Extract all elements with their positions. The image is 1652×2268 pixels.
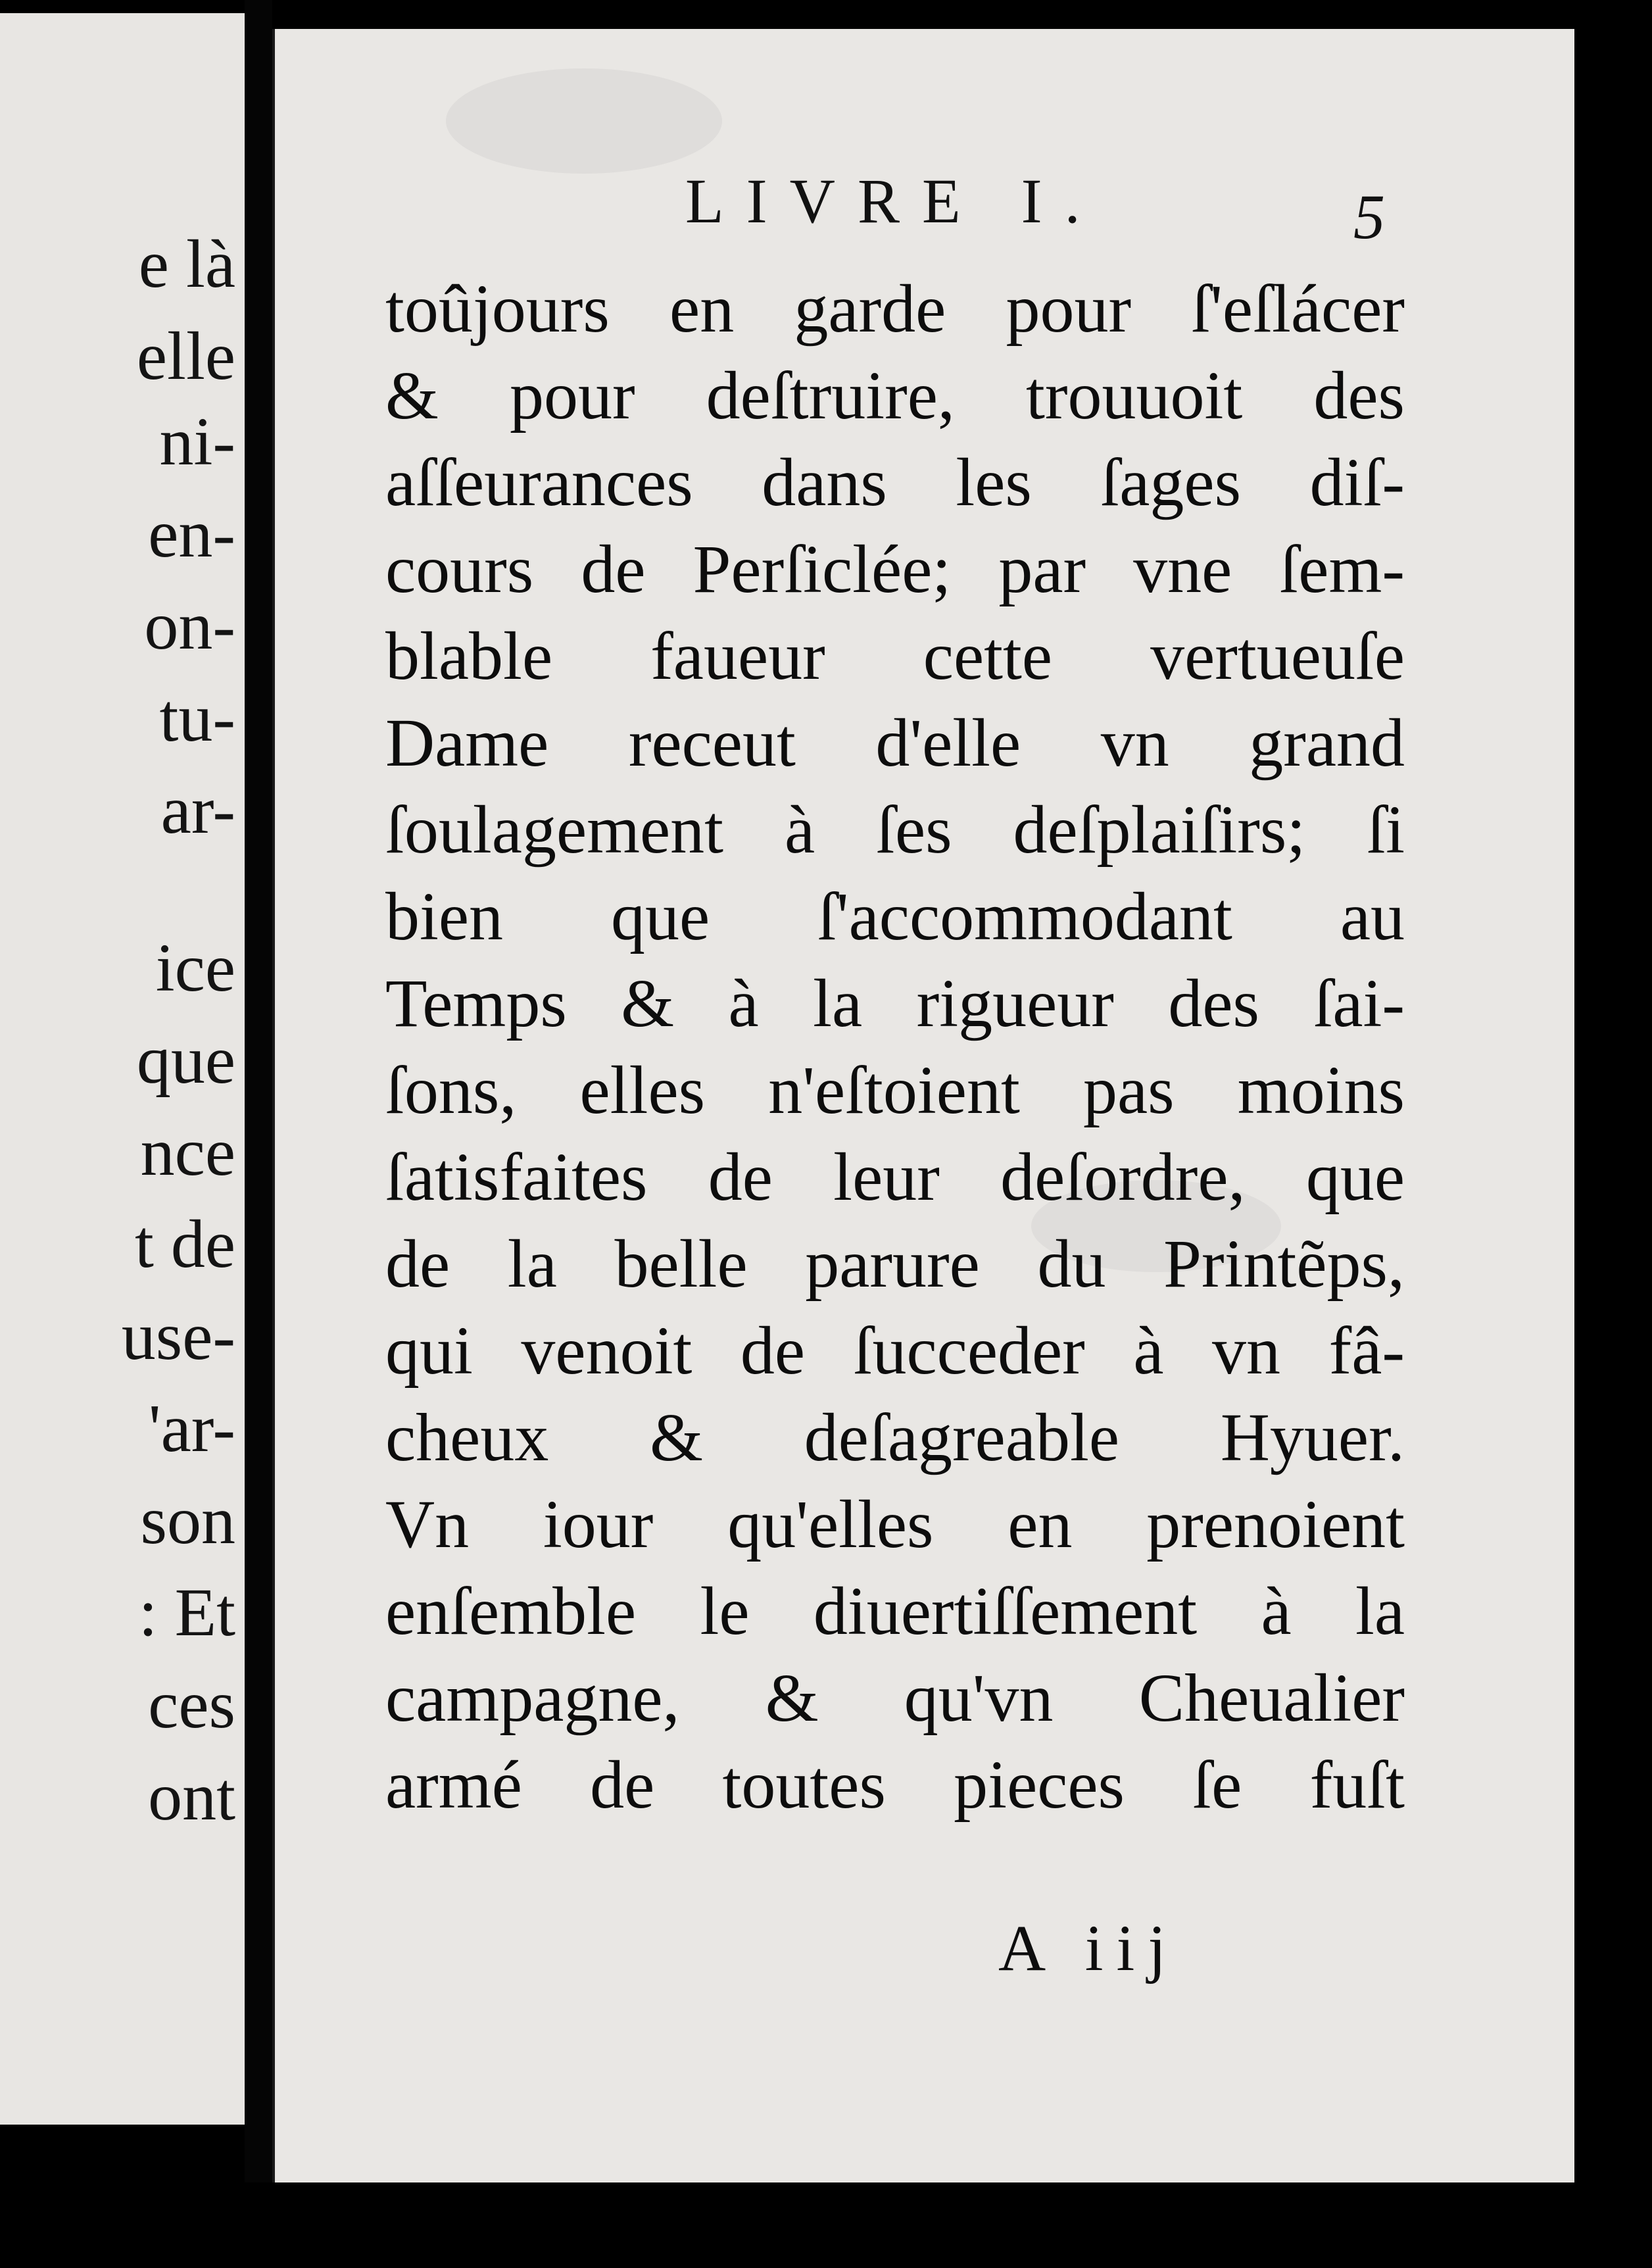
previous-page-text xyxy=(0,13,245,2125)
text-line: Dame receut d'elle vn grand xyxy=(385,705,1405,781)
previous-page-line: on- xyxy=(144,588,235,664)
text-line: & pour deſtruire, trouuoit des xyxy=(385,358,1405,433)
text-line: campagne, & qu'vn Cheualier xyxy=(385,1660,1405,1736)
book-page xyxy=(272,29,1574,2182)
previous-page-line: ces xyxy=(148,1667,235,1742)
previous-page-line: use- xyxy=(121,1298,235,1374)
text-line: toûjours en garde pour ſ'eſlácer xyxy=(385,271,1405,347)
text-line: Vn iour qu'elles en prenoient xyxy=(385,1487,1405,1562)
text-line: blable faueur cette vertueuſe xyxy=(385,618,1405,694)
text-line: armé de toutes pieces ſe fuſt xyxy=(385,1747,1405,1823)
text-line: bien que ſ'accommodant au xyxy=(385,879,1405,954)
previous-page-line: ar- xyxy=(160,772,235,848)
previous-page-line: elle xyxy=(136,318,235,394)
text-line: ſoulagement à ſes deſplaiſirs; ſi xyxy=(385,792,1405,868)
page-number: 5 xyxy=(1353,182,1385,252)
text-line: Temps & à la rigueur des ſai- xyxy=(385,966,1405,1041)
text-line: ſatisfaites de leur deſordre, que xyxy=(385,1139,1405,1215)
previous-page-line: 'ar- xyxy=(148,1391,235,1466)
text-line: qui venoit de ſucceder à vn fâ- xyxy=(385,1313,1405,1389)
body-text xyxy=(385,266,1405,1829)
previous-page-line: : Et xyxy=(138,1575,235,1650)
text-line: cheux & deſagreable Hyuer. xyxy=(385,1400,1405,1475)
text-line: enſemble le diuertiſſement à la xyxy=(385,1573,1405,1649)
previous-page-line: que xyxy=(136,1022,235,1098)
scan-border xyxy=(0,2182,1652,2268)
previous-page-line: ni- xyxy=(159,404,235,480)
previous-page-line: son xyxy=(140,1483,235,1558)
previous-page-line: nce xyxy=(140,1114,235,1190)
text-line: aſſeurances dans les ſages diſ- xyxy=(385,445,1405,520)
book-gutter xyxy=(245,0,272,2268)
previous-page-line: t de xyxy=(134,1206,235,1282)
previous-page-line: tu- xyxy=(159,680,235,756)
text-line: de la belle parure du Printẽps, xyxy=(385,1226,1405,1302)
previous-page-line: ice xyxy=(155,930,235,1006)
text-line: cours de Perſiclée; par vne ſem- xyxy=(385,531,1405,607)
previous-page-line: e là xyxy=(138,226,235,302)
text-line: ſons, elles n'eſtoient pas moins xyxy=(385,1052,1405,1128)
previous-page-line: ont xyxy=(148,1759,235,1835)
previous-page-line: en- xyxy=(148,496,235,572)
paper-stain xyxy=(446,68,722,174)
signature-mark: A iij xyxy=(998,1911,1180,1985)
running-head: LIVRE I. xyxy=(685,166,1103,236)
previous-page-fragment xyxy=(0,13,249,2125)
